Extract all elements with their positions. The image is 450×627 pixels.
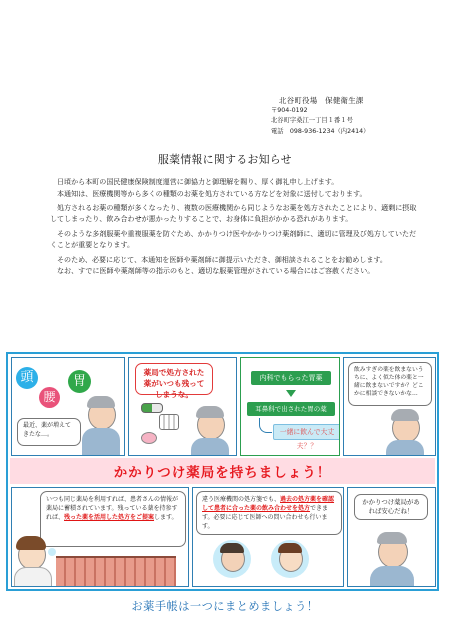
pharmacy-info-bubble: いつも同じ薬局を利用すれば、患者さんの情報が薬局に蓄積されています。残っている薬を持参すれば、残った薬を活用した処方をご提案します。 xyxy=(40,491,186,547)
sender-address: 北谷町字桑江一丁目１番１号 xyxy=(271,117,353,125)
pharmacy-check-bubble: 違う医療機関の処方箋でも、過去の処方薬を確認して患者に合った薬の飲み合わせを処方できます。必要に応じて医師への問い合わせも行います。 xyxy=(196,491,342,535)
body-paragraph: 処方されるお薬の種類が多くなったり、複数の医療機関から同じようなお薬を処方されたことにより、適剰に摂取してしまったり、飲み合わせが悪かったりすることで、お身体に負担がかかる恐れがあります。 xyxy=(50,203,417,224)
stomach-icon-bubble: 胃 xyxy=(68,370,91,393)
doctor-hair xyxy=(220,543,244,553)
pill-icon xyxy=(141,432,157,444)
thought-bubble: 最近、薬が増えてきたな…。 xyxy=(17,418,81,446)
banner-text: かかりつけ薬局を持ちましょう！ xyxy=(113,465,332,481)
pharmacist-hair xyxy=(16,536,46,550)
comic-panel-2 xyxy=(128,357,237,456)
man-body xyxy=(370,566,414,587)
body-paragraph: 日頃から本町の国民健康保険制度運営に御協力と御理解を賜り、厚く御礼申し上げます。 xyxy=(57,177,339,186)
man-hair xyxy=(391,409,419,421)
man-body xyxy=(386,440,424,456)
ent-label: 耳鼻科で出された胃の薬 xyxy=(247,402,335,416)
speech-bubble-relief: かかりつけ薬局があれば安心だね！ xyxy=(354,494,428,520)
pharmacist-body xyxy=(14,567,52,587)
footer-title: お薬手帳は一つにまとめましょう！ xyxy=(131,600,319,613)
arrow-down-icon xyxy=(286,390,296,397)
sender-postal: 〒904-0192 xyxy=(271,107,308,115)
comic-illustration xyxy=(6,352,439,591)
body-paragraph: 本通知は、医療機関等から多くの種類のお薬を処方されている方などを対象に送付しております。 xyxy=(57,188,367,198)
man-body xyxy=(191,438,229,456)
man-body xyxy=(82,428,120,456)
sender-phone: 電話 098-936-1234（内2414） xyxy=(271,127,370,135)
notice-body xyxy=(50,176,422,279)
man-hair xyxy=(196,406,224,418)
speech-bubble-worry: 飲みすぎの薬を飲まないうちに、よく似た体の薬と一緒に飲まないですか？どこかに相談できないかな… xyxy=(348,362,432,406)
sender-block xyxy=(271,96,441,137)
internal-medicine-label: 内科でもらった胃薬 xyxy=(251,371,331,385)
sender-org: 北谷町役場 保健衛生課 xyxy=(279,96,364,105)
speech-bubble-leftover: 薬局で処方された薬がいつも残ってしまうな。 xyxy=(135,363,213,395)
page-title: 服薬情報に関するお知らせ xyxy=(157,153,293,166)
pharmacist-hair xyxy=(278,543,302,553)
man-hair xyxy=(377,532,407,544)
body-paragraph: そのような多剤服薬や重複服薬を防ぐため、かかりつけ医やかかりつけ薬剤師に、適切に管理及び処方していただくことが重要となります。 xyxy=(50,228,417,249)
comic-panel-3 xyxy=(240,357,340,456)
banner xyxy=(10,458,435,484)
shelf-icon xyxy=(56,556,176,586)
man-hair xyxy=(87,396,115,408)
body-paragraph: そのため、必要に応じて、本通知を医師や薬剤師に御提示いただき、御相談されることをお勧めします。 xyxy=(57,254,387,264)
question-box: 一緒に飲んで大丈夫？？ xyxy=(273,424,340,440)
curve-arrow-icon xyxy=(259,418,272,433)
comic-panel-7 xyxy=(347,487,436,587)
head-icon-bubble: 頭 xyxy=(16,367,38,389)
body-paragraph: なお、すでに医師や薬剤師等の指示のもと、適切な服薬管理がされている場合にはご容赦ください。 xyxy=(57,265,375,275)
back-icon-bubble: 腰 xyxy=(39,387,60,408)
adjust-bubble xyxy=(48,548,56,556)
comic-panel-4 xyxy=(343,357,436,456)
blister-pack-icon xyxy=(159,414,179,430)
pill-capsule-icon xyxy=(141,403,163,413)
comic-panel-5 xyxy=(11,487,189,587)
comic-panel-6 xyxy=(192,487,344,587)
comic-panel-1 xyxy=(11,357,125,456)
